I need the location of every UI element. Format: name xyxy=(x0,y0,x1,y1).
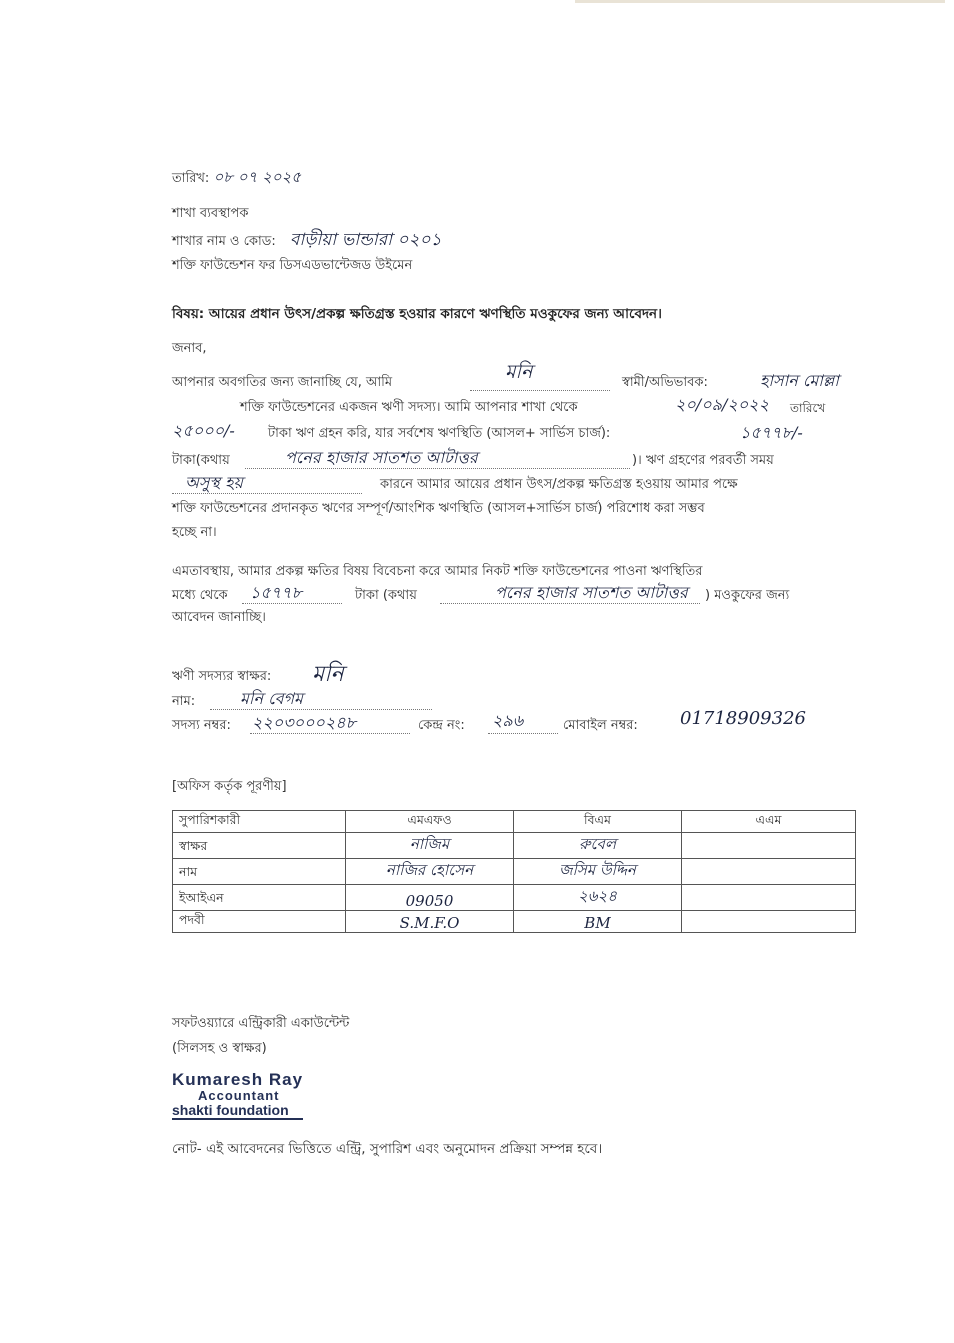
stamp-role: Accountant xyxy=(198,1088,280,1103)
waiver-words-value: পনের হাজার সাতশত আটাত্তর xyxy=(495,583,688,602)
am-signature xyxy=(682,833,856,859)
date-value: ০৮ ০৭ ২০২৫ xyxy=(213,168,301,186)
am-ein xyxy=(682,885,856,911)
mfo-designation: S.M.F.O xyxy=(346,911,514,933)
stamp-organization: shakti foundation xyxy=(172,1102,303,1120)
bm-signature: রুবেল xyxy=(514,833,682,859)
table-row xyxy=(173,833,856,859)
table-row xyxy=(173,911,856,933)
para1-line5-text: কারনে আমার আয়ের প্রধান উৎস/প্রকল্প ক্ষতিগ্রস্ত হওয়ায় আমার পক্ষে xyxy=(380,477,738,492)
para1-words-label: টাকা(কথায় xyxy=(172,453,230,468)
stamp-name: Kumaresh Ray xyxy=(172,1070,304,1089)
row-label: ইআইএন xyxy=(173,885,346,911)
loan-date-value: ২০/০৯/২০২২ xyxy=(675,395,769,414)
recipient: শাখা ব্যবস্থাপক xyxy=(172,206,249,221)
para1-date-suffix: তারিখে xyxy=(790,401,826,415)
para2-words-label: টাকা (কথায় xyxy=(355,588,417,603)
guardian-name-value: হাসান মোল্লা xyxy=(760,371,839,390)
bm-designation: BM xyxy=(514,911,682,933)
office-recommendation-table xyxy=(172,810,856,933)
branch-label: শাখার নাম ও কোড: xyxy=(172,234,276,249)
accountant-note: (সিলসহ ও স্বাক্ষর) xyxy=(172,1041,267,1056)
table-row xyxy=(173,859,856,885)
waiver-amount-value: ১৫৭৭৮ xyxy=(250,583,302,602)
accountant-title: সফটওয়্যারে এন্ট্রিকারী একাউন্টেন্ট xyxy=(172,1016,350,1031)
branch-value: বাড়ীয়া ভান্ডারা ০২০১ xyxy=(289,230,442,250)
date-label: তারিখ: xyxy=(172,171,210,186)
para1-line6-text: শক্তি ফাউন্ডেশনের প্রদানকৃত ঋণের সম্পূর্ণ/আংশিক ঋণস্থিতি (আসল+সার্ভিস চার্জ) পরিশোধ করা সম্ভব xyxy=(172,501,705,516)
para1-line7-text: হচ্ছে না। xyxy=(172,525,217,540)
para2-line2-start: মধ্যে থেকে xyxy=(172,588,228,603)
applicant-signature-label: ঋণী সদস্যর স্বাক্ষর: xyxy=(172,669,272,684)
para1-line4-tail: )। ঋণ গ্রহণের পরবর্তী সময় xyxy=(632,453,774,468)
applicant-name-dots xyxy=(470,390,610,391)
member-number-label: সদস্য নম্বর: xyxy=(172,718,231,733)
organization-name: শক্তি ফাউন্ডেশন ফর ডিসএডভান্টেজড উইমেন xyxy=(172,258,413,273)
office-section-title: [অফিস কর্তৃক পূরণীয়] xyxy=(172,779,287,794)
para1-guardian-label: স্বামী/অভিভাবক: xyxy=(622,375,708,390)
mobile-number-value: 01718909326 xyxy=(680,708,806,729)
para2-line2-tail: ) মওকুফের জন্য xyxy=(705,588,790,603)
table-header-cell: সুপারিশকারী xyxy=(173,811,346,833)
applicant-name-label: নাম: xyxy=(172,694,196,709)
outstanding-words-value: পনের হাজার সাতশত আটাত্তর xyxy=(285,448,478,467)
para1-line1-text: আপনার অবগতির জন্য জানাচ্ছি যে, আমি xyxy=(172,375,393,390)
outstanding-amount-value: ১৫৭৭৮/- xyxy=(740,423,803,442)
applicant-name-value: মনি xyxy=(505,361,533,383)
table-header-cell: বিএম xyxy=(514,811,682,833)
loan-amount-value: ২৫০০০/- xyxy=(172,421,235,440)
table-header-row xyxy=(173,811,856,833)
date-line xyxy=(172,168,301,188)
applicant-signature: মনি xyxy=(312,662,344,687)
footer-note: নোট- এই আবেদনের ভিত্তিতে এন্ট্রি, সুপারিশ এবং অনুমোদন প্রক্রিয়া সম্পন্ন হবে। xyxy=(172,1141,603,1157)
para2-line3-text: আবেদন জানাচ্ছি। xyxy=(172,610,266,625)
mfo-signature: নাজিম xyxy=(346,833,514,859)
table-header-cell: এএম xyxy=(682,811,856,833)
applicant-fullname-value: মনি বেগম xyxy=(240,689,303,708)
salutation: জনাব, xyxy=(172,341,207,356)
accountant-stamp xyxy=(172,1070,303,1120)
row-label: স্বাক্ষর xyxy=(173,833,346,859)
mfo-ein: 09050 xyxy=(346,885,514,911)
table-row xyxy=(173,885,856,911)
bm-ein: ২৬২৪ xyxy=(514,885,682,911)
mfo-name: নাজির হোসেন xyxy=(346,859,514,885)
para2-line1-text: এমতাবস্থায়, আমার প্রকল্প ক্ষতির বিষয় বিবেচনা করে আমার নিকট শক্তি ফাউন্ডেশনের পাওনা ঋণস্থিতির xyxy=(172,564,703,579)
reason-value: অসুস্থ হয় xyxy=(185,473,243,492)
para1-line3-text: টাকা ঋণ গ্রহন করি, যার সর্বশেষ ঋণস্থিতি (আসল+ সার্ভিস চার্জ): xyxy=(268,426,611,441)
mobile-number-label: মোবাইল নম্বর: xyxy=(563,718,638,733)
am-designation xyxy=(682,911,856,933)
center-number-value: ২৯৬ xyxy=(492,711,524,730)
member-number-value: ২২০৩০০০২৪৮ xyxy=(252,713,356,732)
para1-line2-text: শক্তি ফাউন্ডেশনের একজন ঋণী সদস্য। আমি আপনার শাখা থেকে xyxy=(240,400,578,415)
subject-line: বিষয়: আয়ের প্রধান উৎস/প্রকল্প ক্ষতিগ্রস্ত হওয়ার কারণে ঋণস্থিতি মওকুফের জন্য আবেদন। xyxy=(172,306,662,322)
bm-name: জসিম উদ্দিন xyxy=(514,859,682,885)
am-name xyxy=(682,859,856,885)
row-label: নাম xyxy=(173,859,346,885)
branch-line xyxy=(172,231,442,251)
center-number-label: কেন্দ্র নং: xyxy=(418,718,465,733)
row-label: পদবী xyxy=(173,911,346,933)
top-edge-line xyxy=(575,0,945,3)
table-header-cell: এমএফও xyxy=(346,811,514,833)
